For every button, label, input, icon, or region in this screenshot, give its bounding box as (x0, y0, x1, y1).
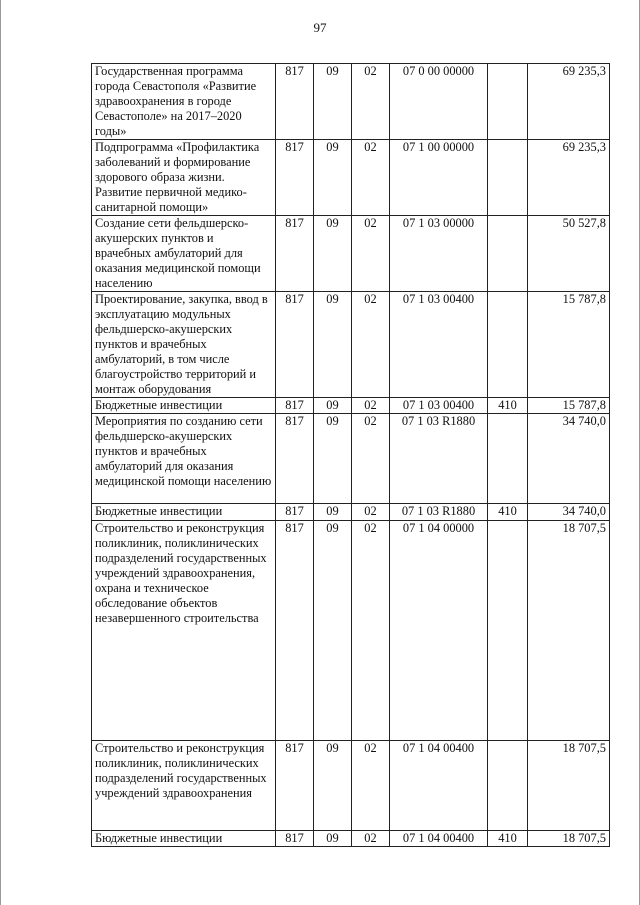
row-name: Бюджетные инвестиции (92, 504, 276, 521)
table-row (92, 140, 610, 216)
target-article-code: 07 1 04 00400 (390, 741, 488, 831)
subsection-code: 02 (352, 741, 390, 831)
subsection-code: 02 (352, 64, 390, 140)
budget-table (91, 63, 610, 847)
target-article-code: 07 1 03 00400 (390, 398, 488, 414)
ministry-code: 817 (276, 216, 314, 292)
amount: 69 235,3 (528, 140, 610, 216)
expense-type-code (488, 216, 528, 292)
ministry-code: 817 (276, 741, 314, 831)
table-row (92, 414, 610, 504)
section-code: 09 (314, 831, 352, 847)
section-code: 09 (314, 216, 352, 292)
amount: 34 740,0 (528, 504, 610, 521)
section-code: 09 (314, 292, 352, 398)
expense-type-code (488, 741, 528, 831)
table-row (92, 292, 610, 398)
amount: 69 235,3 (528, 64, 610, 140)
ministry-code: 817 (276, 831, 314, 847)
ministry-code: 817 (276, 521, 314, 741)
section-code: 09 (314, 741, 352, 831)
row-name: Строительство и реконструкция поликлиник, поликлинических подразделений государственных учреждений здравоохранения (92, 741, 276, 831)
subsection-code: 02 (352, 398, 390, 414)
target-article-code: 07 1 03 R1880 (390, 414, 488, 504)
table-row (92, 64, 610, 140)
section-code: 09 (314, 398, 352, 414)
expense-type-code: 410 (488, 398, 528, 414)
subsection-code: 02 (352, 414, 390, 504)
expense-type-code (488, 521, 528, 741)
amount: 18 707,5 (528, 741, 610, 831)
expense-type-code: 410 (488, 504, 528, 521)
ministry-code: 817 (276, 398, 314, 414)
expense-type-code (488, 414, 528, 504)
ministry-code: 817 (276, 292, 314, 398)
row-name: Создание сети фельдшерско-акушерских пунктов и врачебных амбулаторий для оказания медицинской помощи населению (92, 216, 276, 292)
target-article-code: 07 1 03 R1880 (390, 504, 488, 521)
section-code: 09 (314, 64, 352, 140)
ministry-code: 817 (276, 64, 314, 140)
subsection-code: 02 (352, 504, 390, 521)
section-code: 09 (314, 521, 352, 741)
subsection-code: 02 (352, 216, 390, 292)
amount: 18 707,5 (528, 521, 610, 741)
row-name: Подпрограмма «Профилактика заболеваний и формирование здорового образа жизни. Развитие первичной медико-санитарной помощи» (92, 140, 276, 216)
scan-edge-left (0, 0, 1, 905)
amount: 15 787,8 (528, 292, 610, 398)
target-article-code: 07 1 04 00000 (390, 521, 488, 741)
table-row (92, 504, 610, 521)
row-name: Бюджетные инвестиции (92, 831, 276, 847)
subsection-code: 02 (352, 831, 390, 847)
subsection-code: 02 (352, 140, 390, 216)
section-code: 09 (314, 504, 352, 521)
ministry-code: 817 (276, 140, 314, 216)
row-name: Мероприятия по созданию сети фельдшерско-акушерских пунктов и врачебных амбулаторий для оказания медицинской помощи населению (92, 414, 276, 504)
row-name: Проектирование, закупка, ввод в эксплуатацию модульных фельдшерско-акушерских пунктов и врачебных амбулаторий, в том числе благоустройство территорий и монтаж оборудования (92, 292, 276, 398)
amount: 18 707,5 (528, 831, 610, 847)
table-row (92, 741, 610, 831)
section-code: 09 (314, 414, 352, 504)
table-row (92, 216, 610, 292)
ministry-code: 817 (276, 414, 314, 504)
expense-type-code (488, 140, 528, 216)
table-row (92, 398, 610, 414)
amount: 50 527,8 (528, 216, 610, 292)
target-article-code: 07 1 04 00400 (390, 831, 488, 847)
row-name: Государственная программа города Севастополя «Развитие здравоохранения в городе Севастополе» на 2017–2020 годы» (92, 64, 276, 140)
amount: 15 787,8 (528, 398, 610, 414)
target-article-code: 07 1 03 00000 (390, 216, 488, 292)
section-code: 09 (314, 140, 352, 216)
expense-type-code (488, 292, 528, 398)
row-name: Строительство и реконструкция поликлиник, поликлинических подразделений государственных учреждений здравоохранения, охрана и техническое обследование объектов незавершенного строительства (92, 521, 276, 741)
ministry-code: 817 (276, 504, 314, 521)
table-row (92, 831, 610, 847)
expense-type-code (488, 64, 528, 140)
row-name: Бюджетные инвестиции (92, 398, 276, 414)
subsection-code: 02 (352, 521, 390, 741)
page-number: 97 (313, 20, 327, 35)
amount: 34 740,0 (528, 414, 610, 504)
target-article-code: 07 0 00 00000 (390, 64, 488, 140)
subsection-code: 02 (352, 292, 390, 398)
target-article-code: 07 1 03 00400 (390, 292, 488, 398)
expense-type-code: 410 (488, 831, 528, 847)
target-article-code: 07 1 00 00000 (390, 140, 488, 216)
table-row (92, 521, 610, 741)
